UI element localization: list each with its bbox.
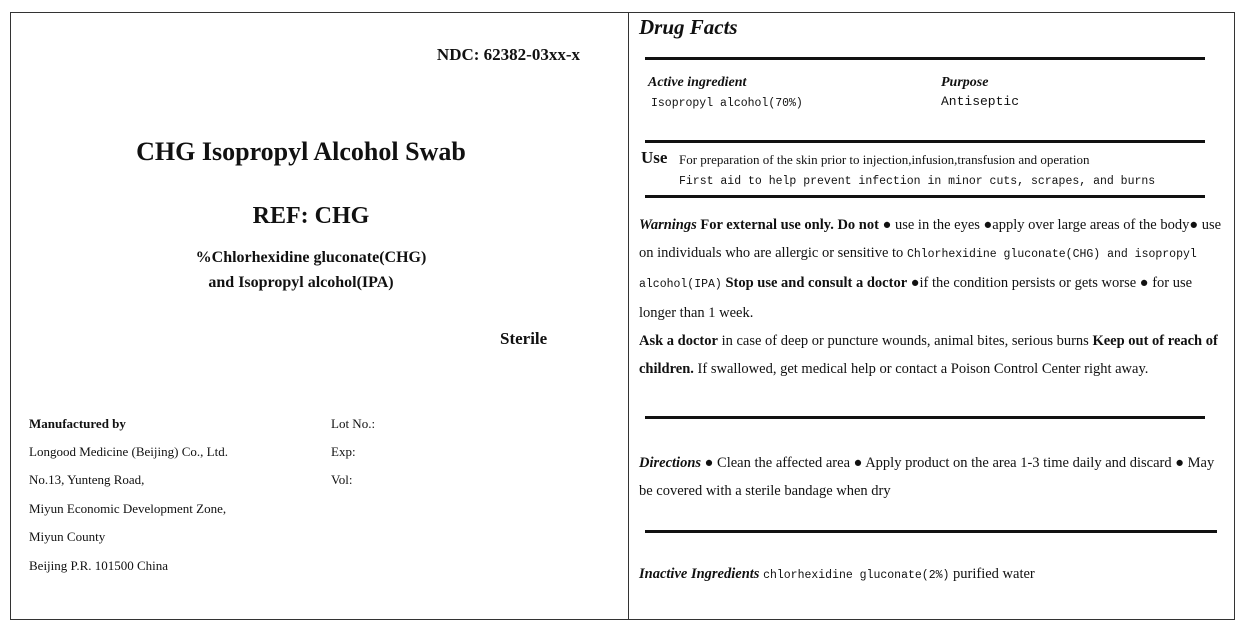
composition-line-1: %Chlorhexidine gluconate(CHG) [195, 249, 427, 266]
manufacturer-line: Miyun Economic Development Zone, [29, 501, 227, 516]
inactive-ingredients-section [639, 560, 1224, 590]
inactive-ingredient-chg: chlorhexidine gluconate(2%) [763, 569, 950, 582]
volume-field: Vol: [331, 472, 353, 487]
drug-facts-title: Drug Facts [639, 15, 738, 39]
directions-text: ● Clean the affected area ● Apply product on the area 1-3 time daily and discard ● May be covered with a sterile bandage when dry [639, 455, 1215, 499]
ref-code: REF: CHG [252, 203, 370, 229]
drug-facts-panel [628, 12, 1235, 620]
warning-text: ●if the condition persists or gets worse ● for use longer than 1 week. [639, 275, 1193, 321]
warning-text: If swallowed, get medical help or contact a Poison Control Center right away. [693, 361, 1149, 377]
section-divider [645, 57, 1205, 60]
manufacturer-line: Longood Medicine (Beijing) Co., Ltd. [29, 444, 228, 459]
lot-number-field: Lot No.: [331, 416, 376, 431]
warnings-heading: Warnings [639, 217, 697, 233]
manufacturer-line: No.13, Yunteng Road, [29, 472, 145, 487]
use-heading: Use [641, 148, 668, 167]
ask-doctor-heading: Ask a doctor [639, 333, 718, 349]
expiry-field: Exp: [331, 444, 356, 459]
sterile-label: Sterile [500, 329, 548, 348]
warnings-section [639, 211, 1224, 383]
purpose-value: Antiseptic [941, 94, 1020, 109]
manufacturer-line: Beijing P.R. 101500 China [29, 558, 169, 573]
inactive-ingredients-heading: Inactive Ingredients [639, 566, 760, 582]
ndc-number: NDC: 62382-03xx-x [436, 45, 580, 64]
inactive-ingredient-water: purified water [949, 566, 1035, 582]
use-line-1: For preparation of the skin prior to injection,infusion,transfusion and operation [679, 152, 1090, 167]
stop-use-warning: Stop use and consult a doctor [725, 275, 908, 291]
section-divider [645, 530, 1217, 533]
warning-text: Chlorhexidine gluconate(CHG) and isopropyl alcohol(IPA) [639, 248, 1197, 291]
section-divider [645, 140, 1205, 143]
section-divider [645, 416, 1205, 419]
keep-out-of-reach-warning: Keep out of reach of children. [639, 333, 1218, 377]
external-use-warning: For external use only. Do not [700, 217, 879, 233]
manufacturer-heading: Manufactured by [29, 416, 126, 431]
use-line-2: First aid to help prevent infection in minor cuts, scrapes, and burns [679, 175, 1156, 188]
composition-line-2: and Isopropyl alcohol(IPA) [208, 274, 394, 291]
product-label-panel [10, 12, 629, 620]
warning-text: ● use in the eyes ●apply over large areas of the body● use on individuals who are allergic or sensitive to [639, 217, 1222, 261]
warning-text: in case of deep or puncture wounds, animal bites, serious burns [717, 333, 1093, 349]
directions-heading: Directions [639, 455, 702, 471]
purpose-heading: Purpose [941, 75, 989, 90]
section-divider [645, 195, 1205, 198]
active-ingredient-value: Isopropyl alcohol(70%) [651, 97, 803, 110]
directions-section [639, 449, 1224, 505]
manufacturer-line: Miyun County [29, 529, 106, 544]
product-title: CHG Isopropyl Alcohol Swab [136, 137, 466, 166]
active-ingredient-heading: Active ingredient [648, 75, 747, 90]
